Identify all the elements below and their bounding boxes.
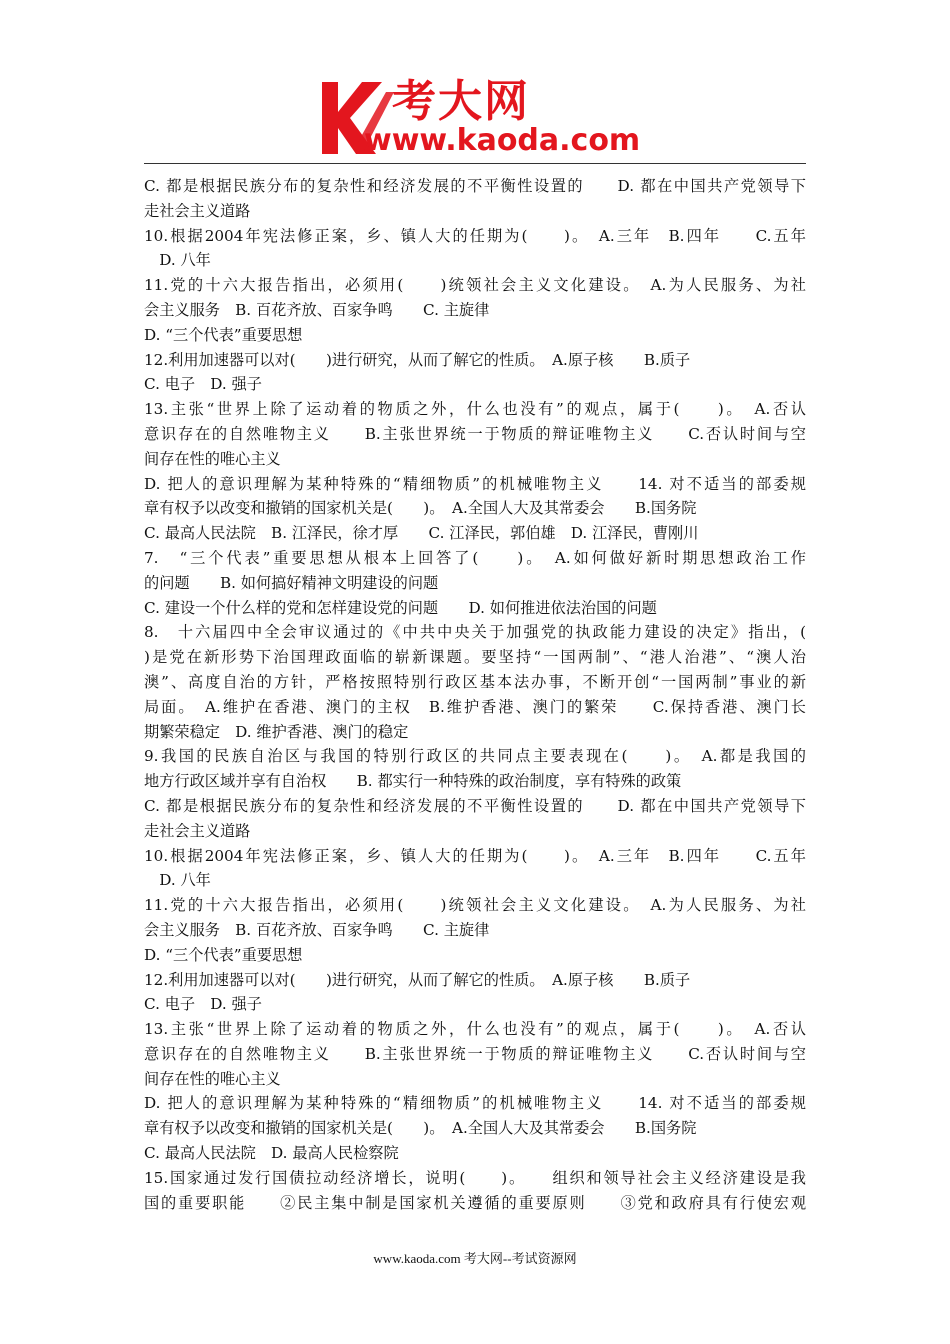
text-line: C. 都是根据民族分布的复杂性和经济发展的不平衡性设置的 D. 都在中国共产党领导下 [144,177,806,195]
text-line: 地方行政区域并享有自治权 B. 都实行一种特殊的政治制度，享有特殊的政策 [144,772,682,791]
document-body [144,174,806,1215]
text-line: 章有权予以改变和撤销的国家机关是( )。 A.全国人大及其常委会 B.国务院 [144,1119,697,1138]
page-header [0,0,950,165]
text-line: 13.主张“世界上除了运动着的物质之外，什么也没有”的观点，属于( )。 A.否认 [144,1020,806,1039]
text-line: C. 电子 D. 强子 [144,995,262,1014]
text-line: 10.根据2004年宪法修正案，乡、镇人大的任期为( )。 A.三年 B.四年 C.五年 [144,226,806,245]
logo-url[interactable]: www.kaoda.com [364,123,641,158]
text-line: 12.利用加速器可以对( )进行研究，从而了解它的性质。 A.原子核 B.质子 [144,970,691,989]
text-line: 澳”、高度自治的方针，严格按照特别行政区基本法办事，不断开创“一国两制”事业的新 [144,672,806,691]
text-line: 11.党的十六大报告指出，必须用( )统领社会主义文化建设。 A.为人民服务、为社 [144,276,806,295]
text-line: 期繁荣稳定 D. 维护香港、澳门的稳定 [144,722,409,741]
text-line: 10.根据2004年宪法修正案，乡、镇人大的任期为( )。 A.三年 B.四年 C.五年 [144,846,806,865]
text-line: D. “三个代表”重要思想 [144,325,303,344]
text-line: 走社会主义道路 [144,821,251,840]
text-line: 会主义服务 B. 百花齐放、百家争鸣 C. 主旋律 [144,920,490,939]
text-line: D. 把人的意识理解为某种特殊的“精细物质”的机械唯物主义 14. 对不适当的部委规 [144,1094,806,1113]
header-divider [144,163,806,164]
text-line: 章有权予以改变和撤销的国家机关是( )。 A.全国人大及其常委会 B.国务院 [144,499,697,518]
text-line: 局面。 A.维护在香港、澳门的主权 B.维护香港、澳门的繁荣 C.保持香港、澳门长 [144,697,806,716]
text-line: D. 把人的意识理解为某种特殊的“精细物质”的机械唯物主义 14. 对不适当的部委规 [144,474,806,493]
text-line: C. 建设一个什么样的党和怎样建设党的问题 D. 如何推进依法治国的问题 [144,598,657,617]
text-line: C. 最高人民法院 B. 江泽民，徐才厚 C. 江泽民，郭伯雄 D. 江泽民，曹刚川 [144,524,699,543]
text-line: D. “三个代表”重要思想 [144,945,303,964]
text-line: 意识存在的自然唯物主义 B.主张世界统一于物质的辩证唯物主义 C.否认时间与空 [144,424,806,443]
text-line: 间存在性的唯心主义 [144,1069,281,1088]
text-line: 7. “三个代表”重要思想从根本上回答了( )。 A.如何做好新时期思想政治工作 [144,548,806,567]
text-line: 会主义服务 B. 百花齐放、百家争鸣 C. 主旋律 [144,300,490,319]
text-line: C. 电子 D. 强子 [144,375,262,394]
text-line: 11.党的十六大报告指出，必须用( )统领社会主义文化建设。 A.为人民服务、为社 [144,896,806,915]
text-line: D. 八年 [144,871,211,890]
text-line: 的问题 B. 如何搞好精神文明建设的问题 [144,573,439,592]
text-line: D. 八年 [144,251,211,270]
text-line: 15.国家通过发行国债拉动经济增长，说明( )。 组织和领导社会主义经济建设是我 [144,1168,806,1187]
text-line: 9.我国的民族自治区与我国的特别行政区的共同点主要表现在( )。 A.都是我国的 [144,747,806,766]
text-line: 国的重要职能 ②民主集中制是国家机关遵循的重要原则 ③党和政府具有行使宏观 [144,1193,806,1212]
logo-title[interactable]: 考大网 [392,76,530,127]
text-line: 意识存在的自然唯物主义 B.主张世界统一于物质的辩证唯物主义 C.否认时间与空 [144,1044,806,1063]
text-line: )是党在新形势下治国理政面临的崭新课题。要坚持“一国两制”、“港人治港”、“澳人治 [144,648,806,667]
text-line: 8. 十六届四中全会审议通过的《中共中央关于加强党的执政能力建设的决定》指出，( [144,623,806,642]
text-line: C. 都是根据民族分布的复杂性和经济发展的不平衡性设置的 D. 都在中国共产党领导下 [144,796,806,815]
text-line: 间存在性的唯心主义 [144,449,281,468]
text-line: 走社会主义道路 [144,201,251,220]
text-line: C. 最高人民法院 D. 最高人民检察院 [144,1144,399,1163]
text-line: 13.主张“世界上除了运动着的物质之外，什么也没有”的观点，属于( )。 A.否认 [144,400,806,419]
page-footer: www.kaoda.com 考大网--考试资源网 [373,1251,577,1266]
text-line: 12.利用加速器可以对( )进行研究，从而了解它的性质。 A.原子核 B.质子 [144,350,691,369]
